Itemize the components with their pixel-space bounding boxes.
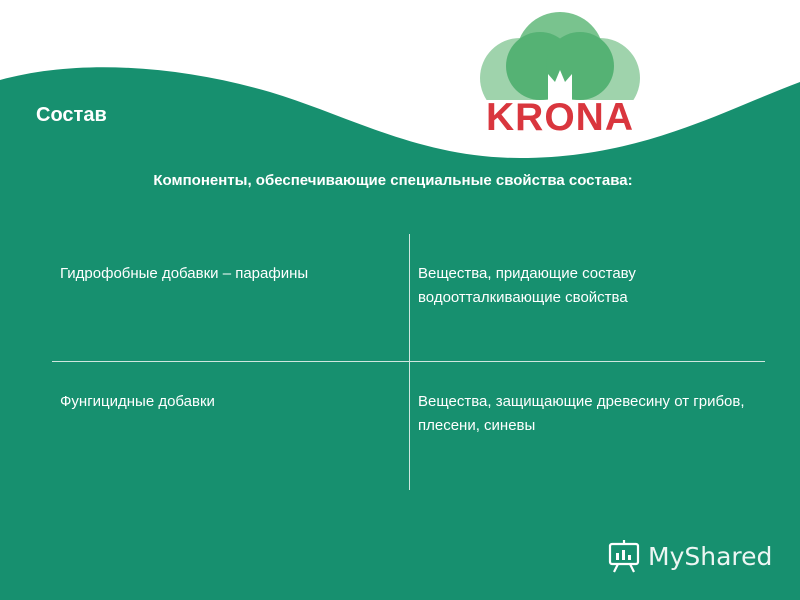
myshared-watermark <box>606 536 772 576</box>
table-column-divider <box>409 234 410 490</box>
krona-logo <box>470 8 650 138</box>
presentation-board-icon <box>606 538 642 574</box>
table-cell-description: Вещества, защищающие древесину от грибов, плесени, синевы <box>418 393 745 434</box>
components-table <box>52 234 765 490</box>
table-cell-component: Гидрофобные добавки – парафины <box>60 265 309 282</box>
krona-logo-text: KRONA <box>486 96 634 139</box>
table-cell-component: Фунгицидные добавки <box>60 393 215 410</box>
slide-subtitle: Компоненты, обеспечивающие специальные свойства состава: <box>153 172 633 189</box>
slide-title: Состав <box>36 104 107 126</box>
table-row-divider <box>52 361 765 362</box>
table-cell-description: Вещества, придающие составу водоотталкивающие свойства <box>418 265 636 306</box>
watermark-text: MyShared <box>648 541 773 571</box>
